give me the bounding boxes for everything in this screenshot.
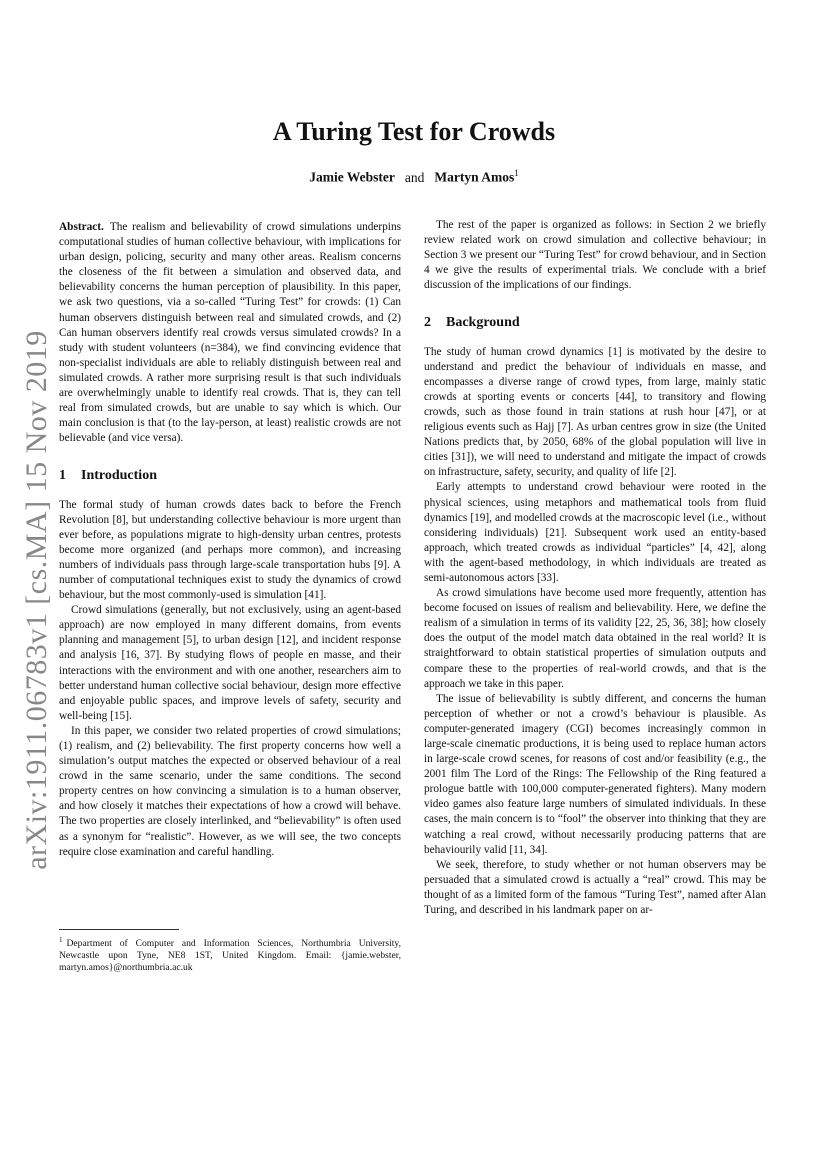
section-heading: 2 Background <box>424 315 520 331</box>
footnote-rule <box>59 929 179 930</box>
abstract-text: The realism and believability of crowd simulations underpins computational studies of human collective behaviour, with implications for urban design, policing, security and many other areas. Realism concerns the closeness of the fit between a simulation and observed data, and believability concerns the human perception of plausibility. In this paper, we ask two questions, via a so-called “Turing Test” for crowds: (1) Can human observers distinguish between real and simulated crowds, and (2) Can human observers identify real crowds versus simulated crowds? In a study with student volunteers (n=384), we find convincing evidence that non-specialist individuals are able to reliably distinguish between real and simulated crowds. A rather more surprising result is that such individuals are overwhelmingly unable to identify real crowds. That is, they can tell real from simulated crowds, but are unable to say which is which. Our main conclusion is that (to the lay-person, at least) realistic crowds are not believable (and vice versa). <box>59 221 401 445</box>
paragraph: Crowd simulations (generally, but not exclusively, using an agent-based approach) are now employed in many different domains, from events planning and management [5], to urban design [12], and incident response and analysis [16, 37]. By studying flows of people en masse, and their interactions with the environment and with one another, researchers aim to better understand human collective social behaviour, design more effective and enjoyable public spaces, and improve levels of safety, security and well-being [15]. <box>59 604 401 722</box>
footnote-text: Department of Computer and Information Sciences, Northumbria University, Newcastle upon Tyne, NE8 1ST, United Kingdom. Email: {jamie.webster, martyn.amos}@northumbria.ac.uk <box>59 938 401 974</box>
footnote-mark: 1 <box>59 936 63 944</box>
abstract <box>59 220 401 446</box>
author-name: Jamie Webster <box>309 169 395 185</box>
arxiv-identifier: arXiv:1911.06783v1 [cs.MA] 15 Nov 2019 <box>20 330 54 870</box>
section-heading: 1 Introduction <box>59 468 157 484</box>
paragraph: The formal study of human crowds dates back to before the French Revolution [8], but understanding collective behaviour is more urgent than ever before, as populations migrate to high-density urban centres, protests become more organized (and perhaps more common), and increasing numbers of individuals pass through large-scale transportation hubs [9]. A number of computational techniques exist to study the dynamics of crowd behaviour, but the most commonly-used is simulation [41]. <box>59 498 401 602</box>
paragraph: The study of human crowd dynamics [1] is motivated by the desire to understand and predict the behaviour of individuals en masse, and encompasses a diverse range of crowd types, from large, mainly static crowds at sporting events or concerts [44], to transitory and flowing crowds, such as those found in train stations at rush hour [47], or at religious events such as Hajj [7]. As urban centres grow in size (the United Nations predicts that, by 2050, 68% of the global population will live in cities [31]), we will need to understand and mitigate the impact of crowds on infrastructure, safety, security, and quality of life [2]. <box>424 345 766 479</box>
footnote-mark: 1 <box>514 168 519 178</box>
paragraph: The rest of the paper is organized as follows: in Section 2 we briefly review related work on crowd simulation and collective behaviour; in Section 3 we present our “Turing Test” for crowd behaviour, and in Section 4 we give the results of experimental trials. We conclude with a brief discussion of the implications of our findings. <box>424 219 766 292</box>
author-line <box>0 168 828 186</box>
author-conjunction: and <box>404 169 425 185</box>
paragraph: The issue of believability is subtly different, and concerns the human perception of whether or not a crowd’s behaviour is plausible. As computer-generated imagery (CGI) becomes increasingly common in large-scale cinematic productions, it is being used to replace human actors in large-scale crowd scenes, for reasons of cost and/or feasibility (e.g., the 2001 film The Lord of the Rings: The Fellowship of the Ring featured a prologue battle with 100,000 computer-generated fighters). Many modern video games also feature large numbers of simulated individuals. In these cases, the main concern is to “fool” the observer into thinking that they are watching a real crowd, without necessarily producing patterns that are behaviourily valid [11, 34]. <box>424 692 766 856</box>
author-name: Martyn Amos <box>434 169 515 185</box>
right-column <box>424 218 766 918</box>
left-column <box>59 220 401 860</box>
abstract-label: Abstract. <box>59 221 104 233</box>
paragraph: In this paper, we consider two related properties of crowd simulations; (1) realism, and (2) believability. The first property concerns how well a simulation’s output matches the expected or observed behaviour of a real crowd in the same scenario, under the same conditions. The second property centres on how convincing a simulation is to a human observer, and how closely it matches their expectations of how a crowd will behave. The two properties are closely interlinked, and “believability” is often used as a synonym for “realistic”. However, as we will see, the two concepts require close examination and careful handling. <box>59 724 401 858</box>
paragraph: As crowd simulations have become used more frequently, attention has become focused on issues of realism and believability. Here, we define the realism of a simulation in terms of its validity [22, 25, 36, 38]; how closely does the output of the model match data obtained in the real world? It is straightforward to obtain statistical properties of simulation outputs and compare these to the properties of real-world crowds, and that is the approach we take in this paper. <box>424 587 766 690</box>
paragraph: We seek, therefore, to study whether or not human observers may be persuaded that a simulated crowd is actually a “real” crowd. This may be thought of as a limited form of the famous “Turing Test”, named after Alan Turing, and described in his landmark paper on ar- <box>424 858 766 917</box>
paragraph: Early attempts to understand crowd behaviour were rooted in the physical sciences, using metaphors and mathematical tools from fluid dynamics [19], and modelled crowds at the macroscopic level (i.e., without considering individuals) [21]. Subsequent work used an entity-based approach, which treated crowds as individual “particles” [4, 42], along with the agent-based methodology, in which individuals are treated as semi-autonomous actors [33]. <box>424 481 766 584</box>
paper-title: A Turing Test for Crowds <box>272 117 556 146</box>
footnote <box>59 929 401 974</box>
